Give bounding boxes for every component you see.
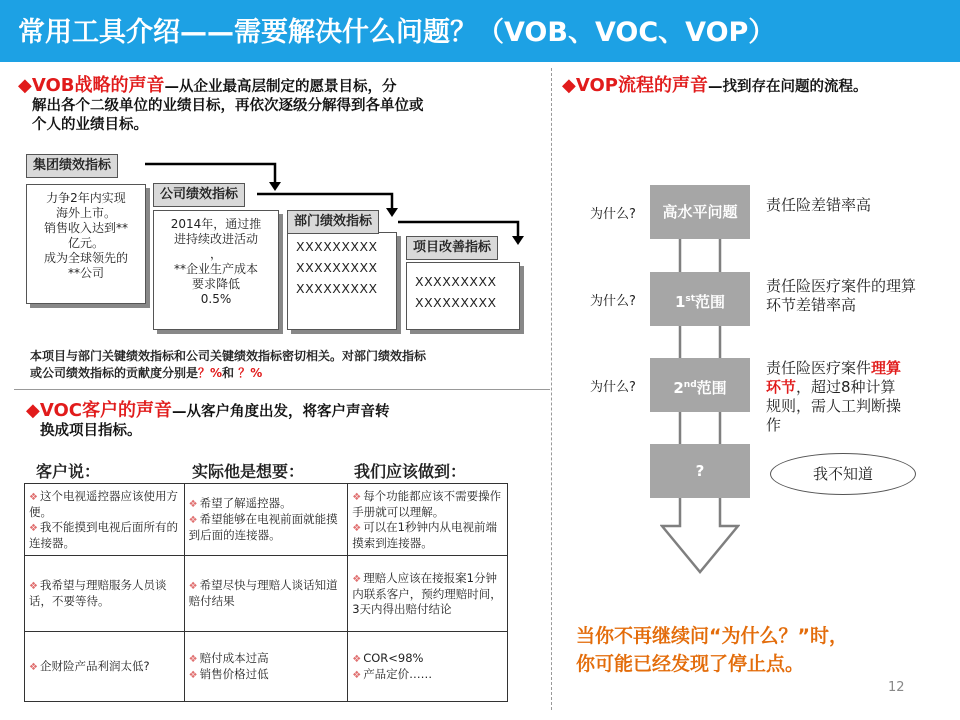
conclusion-text: 当你不再继续问“为什么？”时， 你可能已经发现了停止点。 — [576, 625, 848, 675]
step-box-high-level: 高水平问题 — [650, 185, 750, 239]
company-kpi-label: 公司绩效指标 — [153, 183, 245, 207]
department-kpi-box: XXXXXXXXX XXXXXXXXX XXXXXXXXX — [287, 232, 397, 330]
slide-title: 常用工具介绍——需要解决什么问题？（VOB、VOC、VOP） — [18, 17, 776, 48]
table-cell: ❖ 企财险产品利润太低? — [25, 632, 185, 702]
step-desc-3: 责任险医疗案件理算 环节，超过8种计算 规则，需人工判断操 作 — [766, 359, 902, 434]
table-cell: ❖ 我希望与理赔服务人员谈话，不要等待。 — [25, 556, 185, 632]
vop-heading-label: ◆VOP流程的声音 — [562, 75, 708, 96]
vop-heading: ◆VOP流程的声音—找到存在问题的流程。 — [562, 75, 868, 96]
company-kpi-box: 2014年，通过推 进持续改进活动 ， **企业生产成本 要求降低 0.5% — [153, 210, 279, 330]
step-desc-1: 责任险差错率高 — [766, 196, 872, 214]
department-kpi-label: 部门绩效指标 — [287, 210, 379, 234]
table-cell: ❖ COR<98% ❖ 产品定价…… — [348, 632, 508, 702]
group-kpi-box: 力争2年内实现 海外上市。 销售收入达到** 亿元。 成为全球领先的 **公司 — [26, 184, 146, 304]
table-row — [25, 484, 508, 556]
vob-heading: ◆VOB战略的声音—从企业最高层制定的愿景目标，分 解出各个二级单位的业绩目标，再依次逐级分解得到各单位或 个人的业绩目标。 — [18, 75, 424, 133]
group-kpi-label: 集团绩效指标 — [26, 154, 118, 178]
table-row — [25, 556, 508, 632]
table-cell: ❖ 希望了解遥控器。 ❖ 希望能够在电视前面就能摸到后面的连接器。 — [184, 484, 348, 556]
step-desc-2: 责任险医疗案件的理算 环节差错率高 — [766, 277, 917, 314]
vob-heading-label: ◆VOB战略的声音 — [18, 75, 165, 96]
why-label-2: 为什么? — [590, 294, 636, 309]
page-number: 12 — [888, 680, 905, 695]
voc-heading-label: ◆VOC客户的声音 — [26, 400, 172, 421]
voc-col-header-customer: 客户说： — [36, 462, 101, 481]
step-box-second-scope: 2nd范围 — [650, 358, 750, 412]
voc-table — [24, 483, 508, 702]
vob-note: 本项目与部门关键绩效指标和公司关键绩效指标密切相关。对部门绩效指标 或公司绩效指标的贡献度分别是？%和 ？% — [30, 349, 427, 380]
table-row — [25, 632, 508, 702]
step-box-unknown: ? — [650, 444, 750, 498]
table-cell: ❖ 赔付成本过高 ❖ 销售价格过低 — [184, 632, 348, 702]
voc-col-header-want: 实际他是想要： — [192, 462, 305, 481]
table-cell: ❖ 理赔人应该在接报案1分钟内联系客户，预约理赔时间，3天内得出赔付结论 — [348, 556, 508, 632]
step-box-first-scope: 1st范围 — [650, 272, 750, 326]
dont-know-oval: 我不知道 — [770, 453, 916, 495]
why-label-1: 为什么? — [590, 207, 636, 222]
voc-heading: ◆VOC客户的声音—从客户角度出发，将客户声音转 换成项目指标。 — [26, 400, 390, 439]
project-kpi-box: XXXXXXXXX XXXXXXXXX — [406, 262, 520, 330]
table-cell: ❖ 希望尽快与理赔人谈话知道赔付结果 — [184, 556, 348, 632]
voc-col-header-do: 我们应该做到： — [354, 462, 467, 481]
project-kpi-label: 项目改善指标 — [406, 236, 498, 260]
table-cell: ❖ 这个电视遥控器应该使用方便。 ❖ 我不能摸到电视后面所有的连接器。 — [25, 484, 185, 556]
table-cell: ❖ 每个功能都应该不需要操作手册就可以理解。 ❖ 可以在1秒钟内从电视前端摸索到连接器。 — [348, 484, 508, 556]
why-label-3: 为什么? — [590, 380, 636, 395]
